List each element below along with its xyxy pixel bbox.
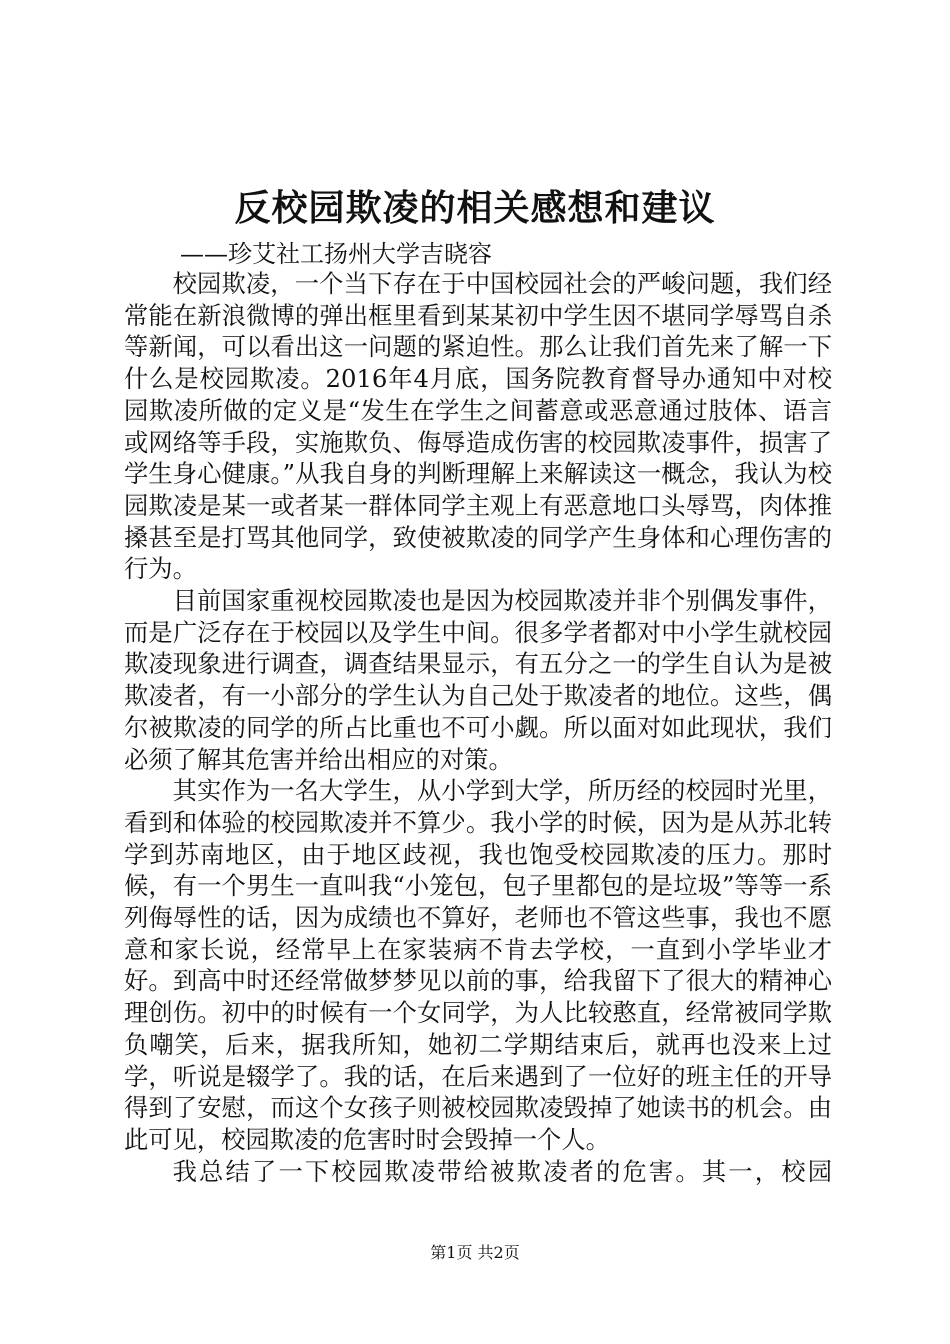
paragraph-harms: 我总结了一下校园欺凌带给被欺凌者的危害。其一，校园: [172, 1156, 832, 1186]
paragraph-prevalence: 目前国家重视校园欺凌也是因为校园欺凌并非个别偶发事件，而是广泛存在于校园以及学生中间。很多学者都对中小学生就校园欺凌现象进行调查，调查结果显示，有五分之一的学生自认为是被欺凌者，有一小部分的学生认为自己处于欺凌者的地位。这些，偶尔被欺凌的同学的所占比重也不可小觑。所以面对如此现状，我们必须了解其危害并给出相应的对策。: [124, 586, 832, 774]
document-title: 反校园欺凌的相关感想和建议: [234, 187, 716, 229]
author-byline: ——珍艾社工扬州大学吉晓容: [180, 240, 492, 268]
page-footer: 第1页 共2页: [430, 1243, 520, 1262]
document-body: [124, 268, 832, 1187]
paragraph-personal-experience: 其实作为一名大学生，从小学到大学，所历经的校园时光里，看到和体验的校园欺凌并不算少。我小学的时候，因为是从苏北转学到苏南地区，由于地区歧视，我也饱受校园欺凌的压力。那时候，有一个男生一直叫我“小笼包，包子里都包的是垃圾”等等一系列侮辱性的话，因为成绩也不算好，老师也不管这些事，我也不愿意和家长说，经常早上在家装病不肯去学校，一直到小学毕业才好。到高中时还经常做梦梦见以前的事，给我留下了很大的精神心理创伤。初中的时候有一个女同学，为人比较憨直，经常被同学欺负嘲笑，后来，据我所知，她初二学期结束后，就再也没来上过学，听说是辍学了。我的话，在后来遇到了一位好的班主任的开导得到了安慰，而这个女孩子则被校园欺凌毁掉了她读书的机会。由此可见，校园欺凌的危害时时会毁掉一个人。: [124, 776, 832, 1154]
paragraph-definition: 校园欺凌，一个当下存在于中国校园社会的严峻问题，我们经常能在新浪微博的弹出框里看到某某初中学生因不堪同学辱骂自杀等新闻，可以看出这一问题的紧迫性。那么让我们首先来了解一下什么是校园欺凌。2016年4月底，国务院教育督导办通知中对校园欺凌所做的定义是“发生在学生之间蓄意或恶意通过肢体、语言或网络等手段，实施欺负、侮辱造成伤害的校园欺凌事件，损害了学生身心健康。”从我自身的判断理解上来解读这一概念，我认为校园欺凌是某一或者某一群体同学主观上有恶意地口头辱骂，肉体推搡甚至是打骂其他同学，致使被欺凌的同学产生身体和心理伤害的行为。: [124, 269, 832, 584]
